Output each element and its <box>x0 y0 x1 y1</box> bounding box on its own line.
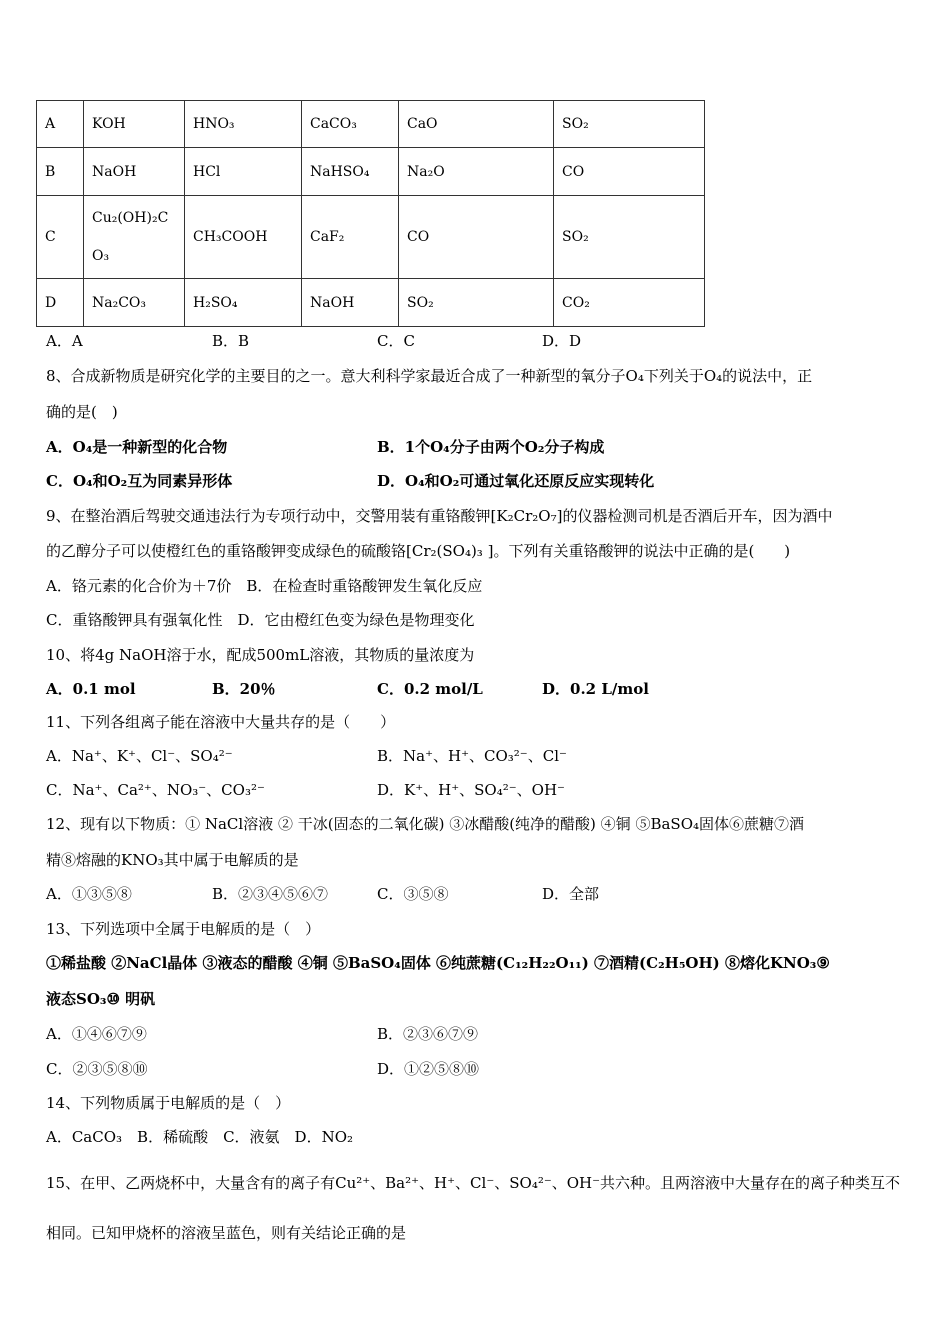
question-9-stem: 9、在整治酒后驾驶交通违法行为专项行动中，交警用装有重铬酸钾[K₂Cr₂O₇]的仪器检测司机是否酒后开车，因为酒中 <box>46 507 833 525</box>
question-15-stem: 15、在甲、乙两烧杯中，大量含有的离子有Cu²⁺、Ba²⁺、H⁺、Cl⁻、SO₄²⁻、OH⁻共六种。且两溶液中大量存在的离子种类互不 <box>46 1174 901 1192</box>
cell: CaO <box>399 101 554 148</box>
cell: NaOH <box>302 279 399 327</box>
option-b: B．②③⑥⑦⑨ <box>377 1025 479 1043</box>
option-b: B．②③④⑤⑥⑦ <box>212 885 329 903</box>
cell: KOH <box>84 101 185 148</box>
option-d: D．全部 <box>542 885 600 903</box>
question-13-items-cont: 液态SO₃⑩ 明矾 <box>46 990 156 1008</box>
option-c: C．Na⁺、Ca²⁺、NO₃⁻、CO₃²⁻ <box>46 781 265 799</box>
option-d: D．O₄和O₂可通过氧化还原反应实现转化 <box>377 472 655 490</box>
option-a: A．①④⑥⑦⑨ <box>46 1025 147 1043</box>
question-13-stem: 13、下列选项中全属于电解质的是（ ） <box>46 920 321 938</box>
cell: CO <box>554 148 705 196</box>
option-a: A．0.1 mol <box>46 680 136 698</box>
cell: CO <box>399 196 554 279</box>
option-d: D．0.2 L/mol <box>542 680 649 698</box>
cell: Na₂CO₃ <box>84 279 185 327</box>
option-c: C．0.2 mol/L <box>377 680 483 698</box>
table-row <box>37 148 705 196</box>
table-row <box>37 196 705 279</box>
question-15-stem-cont: 相同。已知甲烧杯的溶液呈蓝色，则有关结论正确的是 <box>46 1224 407 1242</box>
option-b: B．20％ <box>212 680 276 698</box>
cell: D <box>37 279 84 327</box>
cell: SO₂ <box>554 196 705 279</box>
question-14-stem: 14、下列物质属于电解质的是（ ） <box>46 1094 291 1112</box>
option-b: B．Na⁺、H⁺、CO₃²⁻、Cl⁻ <box>377 747 567 765</box>
option-d: D．①②⑤⑧⑩ <box>377 1060 480 1078</box>
option-b: B．B <box>212 332 250 350</box>
question-8-stem: 8、合成新物质是研究化学的主要目的之一。意大利科学家最近合成了一种新型的氧分子O₄下列关于O₄的说法中，正 <box>46 367 813 385</box>
option-c: C．③⑤⑧ <box>377 885 449 903</box>
question-9-options-ab: A．铬元素的化合价为＋7价 B．在检查时重铬酸钾发生氧化反应 <box>46 577 483 595</box>
cell: C <box>37 196 84 279</box>
question-12-stem-cont: 精⑧熔融的KNO₃其中属于电解质的是 <box>46 851 299 869</box>
question-9-stem-cont: 的乙醇分子可以使橙红色的重铬酸钾变成绿色的硫酸铬[Cr₂(SO₄)₃ ]。下列有关重铬酸钾的说法中正确的是( ) <box>46 542 791 560</box>
cell: H₂SO₄ <box>185 279 302 327</box>
option-d: D．D <box>542 332 582 350</box>
option-d: D．K⁺、H⁺、SO₄²⁻、OH⁻ <box>377 781 565 799</box>
classification-table <box>36 100 705 327</box>
cell: CaF₂ <box>302 196 399 279</box>
question-9-options-cd: C．重铬酸钾具有强氧化性 D．它由橙红色变为绿色是物理变化 <box>46 611 475 629</box>
cell: HCl <box>185 148 302 196</box>
cell: SO₂ <box>399 279 554 327</box>
question-8-stem-cont: 确的是( ) <box>46 403 118 421</box>
cell: CO₂ <box>554 279 705 327</box>
option-b: B．1个O₄分子由两个O₂分子构成 <box>377 438 605 456</box>
cell: NaHSO₄ <box>302 148 399 196</box>
option-a: A．①③⑤⑧ <box>46 885 132 903</box>
question-14-options: A．CaCO₃ B．稀硫酸 C．液氨 D．NO₂ <box>46 1128 354 1146</box>
cell: Cu₂(OH)₂CO₃ <box>84 196 185 279</box>
table-row <box>37 279 705 327</box>
question-12-stem: 12、现有以下物质：① NaCl溶液 ② 干冰(固态的二氧化碳) ③冰醋酸(纯净的醋酸) ④铜 ⑤BaSO₄固体⑥蔗糖⑦酒 <box>46 815 805 833</box>
cell: SO₂ <box>554 101 705 148</box>
cell: Na₂O <box>399 148 554 196</box>
cell: HNO₃ <box>185 101 302 148</box>
option-c: C．C <box>377 332 415 350</box>
option-a: A．A <box>46 332 83 350</box>
question-10-stem: 10、将4g NaOH溶于水，配成500mL溶液，其物质的量浓度为 <box>46 646 475 664</box>
cell: B <box>37 148 84 196</box>
option-c: C．②③⑤⑧⑩ <box>46 1060 148 1078</box>
cell: CaCO₃ <box>302 101 399 148</box>
option-c: C．O₄和O₂互为同素异形体 <box>46 472 233 490</box>
option-a: A．O₄是一种新型的化合物 <box>46 438 228 456</box>
question-13-items: ①稀盐酸 ②NaCl晶体 ③液态的醋酸 ④铜 ⑤BaSO₄固体 ⑥纯蔗糖(C₁₂H₂₂O₁₁) ⑦酒精(C₂H₅OH) ⑧熔化KNO₃⑨ <box>46 954 830 972</box>
cell: CH₃COOH <box>185 196 302 279</box>
cell: NaOH <box>84 148 185 196</box>
question-11-stem: 11、下列各组离子能在溶液中大量共存的是（ ） <box>46 713 396 731</box>
table-row <box>37 101 705 148</box>
cell: A <box>37 101 84 148</box>
option-a: A．Na⁺、K⁺、Cl⁻、SO₄²⁻ <box>46 747 233 765</box>
